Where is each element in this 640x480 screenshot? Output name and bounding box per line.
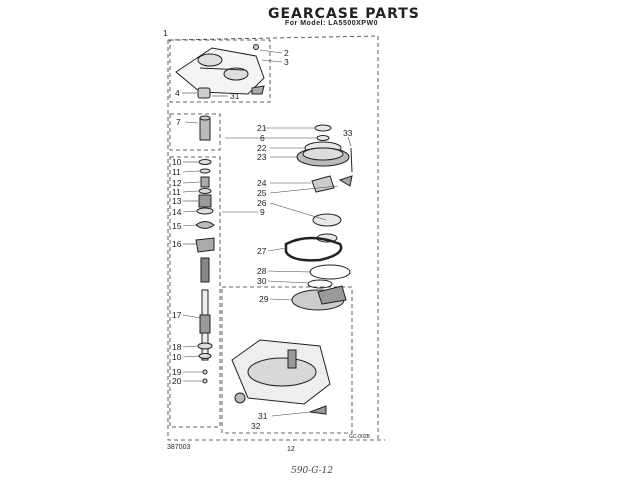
callout-14: 14 (172, 207, 182, 217)
callout-27: 27 (257, 246, 267, 256)
callout-16: 16 (172, 239, 182, 249)
figure-code: GC-002B (349, 434, 370, 440)
callout-2: 2 (284, 48, 289, 58)
callout-12: 12 (172, 178, 182, 188)
callout-33: 33 (343, 128, 353, 138)
callout-31-top: 31 (230, 91, 240, 101)
callout-26: 26 (257, 198, 267, 208)
gearcase-housing (232, 340, 330, 414)
callout-4: 4 (175, 88, 180, 98)
shaft-parts (196, 160, 214, 384)
gearcase-cover (176, 48, 264, 94)
callout-22: 22 (257, 143, 267, 153)
callout-19: 19 (172, 367, 182, 377)
callout-11-mid: 11 (172, 187, 181, 197)
callout-6: 6 (260, 133, 265, 143)
housing-bearing (235, 393, 245, 403)
callout-11-top: 11 (172, 167, 181, 177)
callout-21: 21 (257, 123, 267, 133)
callout-10-top: 10 (172, 157, 182, 167)
cover-bushing (198, 88, 210, 98)
model-subtitle: For Model: LA5500XPW0 (285, 20, 378, 27)
doc-number: 387003 (167, 444, 191, 451)
callout-20: 20 (172, 376, 182, 386)
callout-24: 24 (257, 178, 267, 188)
cover-screw (254, 45, 259, 50)
handwritten-note: 590-G-12 (291, 466, 334, 476)
page-number: 12 (287, 446, 295, 453)
callout-1: 1 (163, 28, 168, 38)
callout-17: 17 (172, 310, 182, 320)
callout-7: 7 (176, 117, 181, 127)
callout-25: 25 (257, 188, 267, 198)
callout-23: 23 (257, 152, 267, 162)
callout-9: 9 (260, 207, 265, 217)
callout-31-bottom: 31 (258, 411, 268, 421)
callout-32: 32 (251, 421, 261, 431)
callout-30: 30 (257, 276, 267, 286)
page-title: GEARCASE PARTS (268, 6, 420, 22)
callout-10-bottom: 10 (172, 352, 182, 362)
drive-belt-part (286, 238, 341, 260)
pinion-gear (200, 118, 210, 140)
callout-18: 18 (172, 342, 182, 352)
callout-3: 3 (284, 57, 289, 67)
callout-15: 15 (172, 221, 182, 231)
callout-13: 13 (172, 196, 182, 206)
top-dash-line (168, 36, 378, 40)
callout-28: 28 (257, 266, 267, 276)
callout-29: 29 (259, 294, 269, 304)
